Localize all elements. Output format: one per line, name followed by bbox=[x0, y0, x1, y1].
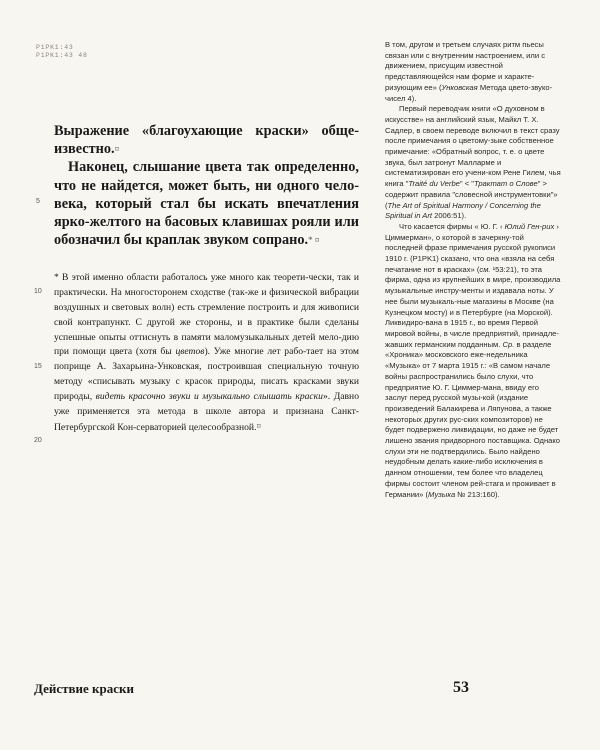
running-footer-title: Действие краски bbox=[34, 681, 135, 696]
line-number-10: 10 bbox=[34, 288, 42, 295]
marker-1: ¤ bbox=[114, 144, 120, 155]
reference-codes bbox=[36, 44, 88, 60]
line-number-5: 5 bbox=[36, 198, 40, 205]
lead-paragraph-2: Наконец, слышание цвета так определенно, что не найдется, может быть, ни одного чело-века, который стал бы искать впечатления ярко-желтого на басовых клавишах рояли или обозначил бы краплак звуком сопрано.* ¤ bbox=[54, 159, 359, 249]
main-text-column bbox=[54, 122, 359, 436]
footnote: * В этой именно области работалось уже много как теорети-чески, так и практически. На многосторонем сходстве (так-же и физической вибрации воздушных и световых волн) есть стремление построить и для живописи свой контрапункт. С другой же стороны, и в практике были сделаны успешные опыты оттиснуть в памяти маломузыкальных детей мело-дию при помощи цвета (хотя бы цветов). Уже многие лет рабо-тает на этом поприще А. Захарьина-Унковская, построившая специальную точную методу «списывать музыку с красок природы, писать красками звуки природы, видеть красочно звуки и музыкально слышать краски». Давно уже применяется эта метода в школе автора и признана Санкт-Петербургской Кон-серваторией целесообразной.¤ bbox=[54, 272, 359, 434]
marker-3: ¤ bbox=[256, 421, 261, 432]
commentary-paragraph-2: Первый переводчик книги «О духовном в искусстве» на английский язык, Майкл Т. Х. Садлер, в своем переводе включил в текст сразу после примечания о цветому-зыке собственное примечание: «Обратный вопрос, т. е. о цвете звука, был затронут Малларме и систематизирован его учени-ком Рене Гилем, чья книга "Traité du Verbe" < "Трактат о Слове" > содержит правила "словесной инструментовки"» (The Art of Spiritual Harmony / Concerning the Spiritual in Art 2006:51). bbox=[385, 104, 561, 221]
lead-paragraphs bbox=[54, 122, 359, 249]
commentary-paragraph-3: Что касается фирмы « Ю. Г. ‹ Юлий Ген-рих › Циммерман», о которой в зачеркну-той последней фразе примечания русской рукописи 1910 г. (P1PK1) сказано, что она «взяла на себя печатание нот в красках» (см. ¹53:21), то эта фирма, одна из крупнейших в мире, производила музыкальные инстру-менты и издавала ноты. У нее были музыкаль-ные магазины в Москве (на Кузнецком мосту) и в Петербурге (на Морской). Ликвидиро-вана в 1915 г., во время Первой мировой войны, в числе предприятий, принадле-жавших германским подданным. Ср. в разделе «Хроника» московского еже-недельника «Музыка» от 7 марта 1915 г.: «В самом начале войны распространились было слухи, что предприятие Ю. Г. Циммер-мана, ввиду его заслуг перед русской музы-кой (издание произведений Балакирева и Ляпунова, а также некоторых других рус-ских композиторов) не будет подвержено ликвидации, но даже не будет лишено звания придворного поставщика. Однако слухи эти не подтвердились. Было найдено неудобным делать какие-либо исключения в данном отношении, тем более что владелец фирмы состоит членом рей-стага и проживает в Германии» (Музыка № 213:160). bbox=[385, 221, 561, 499]
line-number-15: 15 bbox=[34, 363, 42, 370]
marker-2: * ¤ bbox=[308, 235, 320, 246]
commentary-column bbox=[385, 40, 563, 500]
page-number: 53 bbox=[453, 679, 469, 696]
ref-code-1: P1PK1:43 bbox=[36, 44, 74, 51]
ref-code-2: P1PK1:43 48 bbox=[36, 52, 88, 59]
commentary-paragraph-1: В том, другом и третьем случаях ритм пьесы связан или с внутренним настроением, или с движением, присущим известной представляющейся нам форме и характе-ризующим ее» (Унковская Метода цвето-звуко-чисел 4). bbox=[385, 40, 553, 103]
line-number-20: 20 bbox=[34, 437, 42, 444]
lead-paragraph-1: Выражение «благоухающие краски» обще-известно.¤ bbox=[54, 123, 359, 158]
